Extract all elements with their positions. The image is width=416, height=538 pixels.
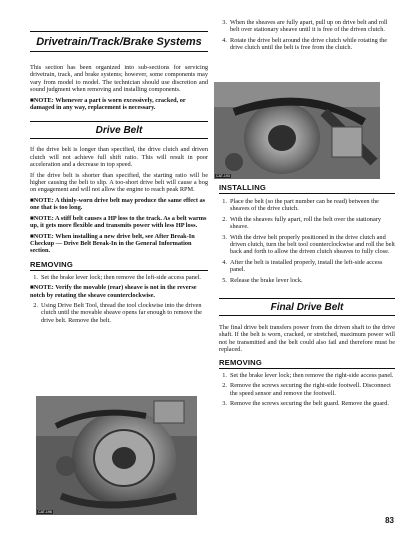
note-worn-part: ■NOTE: Whenever a part is worn excessively, cracked, or damaged in any way, replacement is necessary. [30, 96, 186, 112]
removing-steps-right [219, 19, 395, 52]
note-new-belt: ■NOTE: When installing a new drive belt, see After Break-In Checkup — Drive Belt Break-In in the General Information section. [30, 232, 195, 255]
list-item [219, 234, 395, 256]
drive-belt-title: Drive Belt [95, 125, 143, 137]
step-text: After the belt is installed properly, install the left-side access panel. [230, 258, 383, 274]
step-text: Place the belt (so the part number can be read) between the sheaves of the drive clutch. [230, 198, 379, 213]
removing-heading: REMOVING [30, 260, 208, 271]
list-item [30, 302, 208, 324]
page-number: 83 [385, 516, 394, 525]
list-item [219, 277, 395, 284]
paragraph-shorter-belt: If the drive belt is shorter than specified, the starting ratio will be higher causing the belt to slip. A too-short drive belt will cause a bog on engagement and will not allow the engine to reach peak RPM. [30, 171, 208, 194]
section-title: Drivetrain/Track/Brake Systems [36, 36, 202, 48]
step-text: With the drive belt properly positioned in the drive clutch and driven clutch, turn the belt tool counterclockwise and roll the belt back and forth to allow the driven clutch sheaves to fully close. [230, 233, 395, 256]
step-text: With the sheaves fully apart, roll the belt over the stationary sheave. [230, 215, 381, 231]
paragraph-longer-belt: If the drive belt is longer than specified, the drive clutch and driven clutch will not achieve full shift ratio. This will result in poor acceleration and a decrease in top speed. [30, 146, 208, 169]
list-item [219, 198, 395, 213]
step-text: Set the brake lever lock; then remove the left-side access panel. [41, 273, 201, 281]
right-column-lower [219, 183, 395, 407]
step-number: 2. [33, 301, 38, 309]
section-title-box [30, 31, 208, 52]
final-removing-steps [219, 372, 395, 408]
step-number: 1. [33, 273, 38, 281]
removing-steps-cont [30, 302, 208, 324]
belt-removal-photo [214, 82, 380, 179]
step-text: Remove the screws securing the right-side footwell. Disconnect the speed sensor and remove the footwell. [230, 382, 391, 397]
final-drive-belt-title: Final Drive Belt [270, 302, 344, 314]
list-item [219, 216, 395, 231]
step-text: Remove the screws securing the belt guard. Remove the guard. [230, 399, 389, 407]
step-number: 2. [222, 382, 227, 390]
drive-clutch-photo [36, 396, 197, 515]
step-text: Rotate the drive belt around the drive clutch while rotating the drive clutch until the belt is free from the clutch. [230, 36, 388, 52]
note-reverse-notch: ■NOTE: Verify the movable (rear) sheave is not in the reverse notch by rotating the sheave counterclockwise. [30, 284, 197, 299]
final-drive-paragraph: The final drive belt transfers power from the driven shaft to the drive shaft. If the belt is worn, cracked, or stretched, maximum power will not be transmitted and the belt could also fail and therefore must be replaced. [219, 324, 395, 354]
drive-belt-title-box [30, 121, 208, 139]
step-number: 3. [222, 399, 227, 407]
installing-steps [219, 198, 395, 284]
step-text: Release the brake lever lock. [230, 276, 303, 284]
final-drive-belt-title-box [219, 298, 395, 316]
step-number: 2. [222, 215, 227, 223]
installing-heading: INSTALLING [219, 183, 395, 194]
step-number: 3. [222, 19, 227, 26]
removing-heading-right: REMOVING [219, 358, 395, 369]
step-number: 1. [222, 371, 227, 379]
left-column [30, 0, 208, 324]
step-number: 5. [222, 276, 227, 284]
photo-caption: CAT-196 [38, 510, 52, 514]
list-item [219, 19, 395, 34]
list-item [30, 274, 208, 281]
intro-paragraph: This section has been organized into sub-sections for servicing drivetrain, track, and brake systems; however, some components may vary from model to model. The technician should use discretion and sound judgment when removing and installing components. [30, 64, 208, 94]
list-item [219, 37, 395, 52]
list-item [219, 382, 395, 397]
list-item [219, 259, 395, 274]
note-thin-belt: ■NOTE: A thinly-worn drive belt may produce the same effect as one that is too long. [30, 196, 206, 212]
right-column [219, 0, 395, 52]
step-number: 1. [222, 198, 227, 205]
note-stiff-belt: ■NOTE: A stiff belt causes a HP loss to the track. As a belt warms up, it gets more flexible and transmits power with less HP loss. [30, 214, 207, 230]
step-number: 4. [222, 258, 227, 266]
photo-caption: CAT-193 [216, 174, 230, 178]
step-text: When the sheaves are fully apart, pull up on drive belt and roll belt over stationary sheave until it is free of the driven clutch. [230, 19, 388, 34]
step-text: Using Drive Belt Tool, thread the tool clockwise into the driven clutch until the movable sheave opens far enough to remove the drive belt. Remove the belt. [41, 301, 202, 324]
list-item [219, 372, 395, 379]
step-number: 3. [222, 233, 227, 241]
removing-steps [30, 274, 208, 281]
step-text: Set the brake lever lock; then remove the right-side access panel. [230, 371, 394, 379]
step-number: 4. [222, 36, 227, 44]
list-item [219, 400, 395, 407]
